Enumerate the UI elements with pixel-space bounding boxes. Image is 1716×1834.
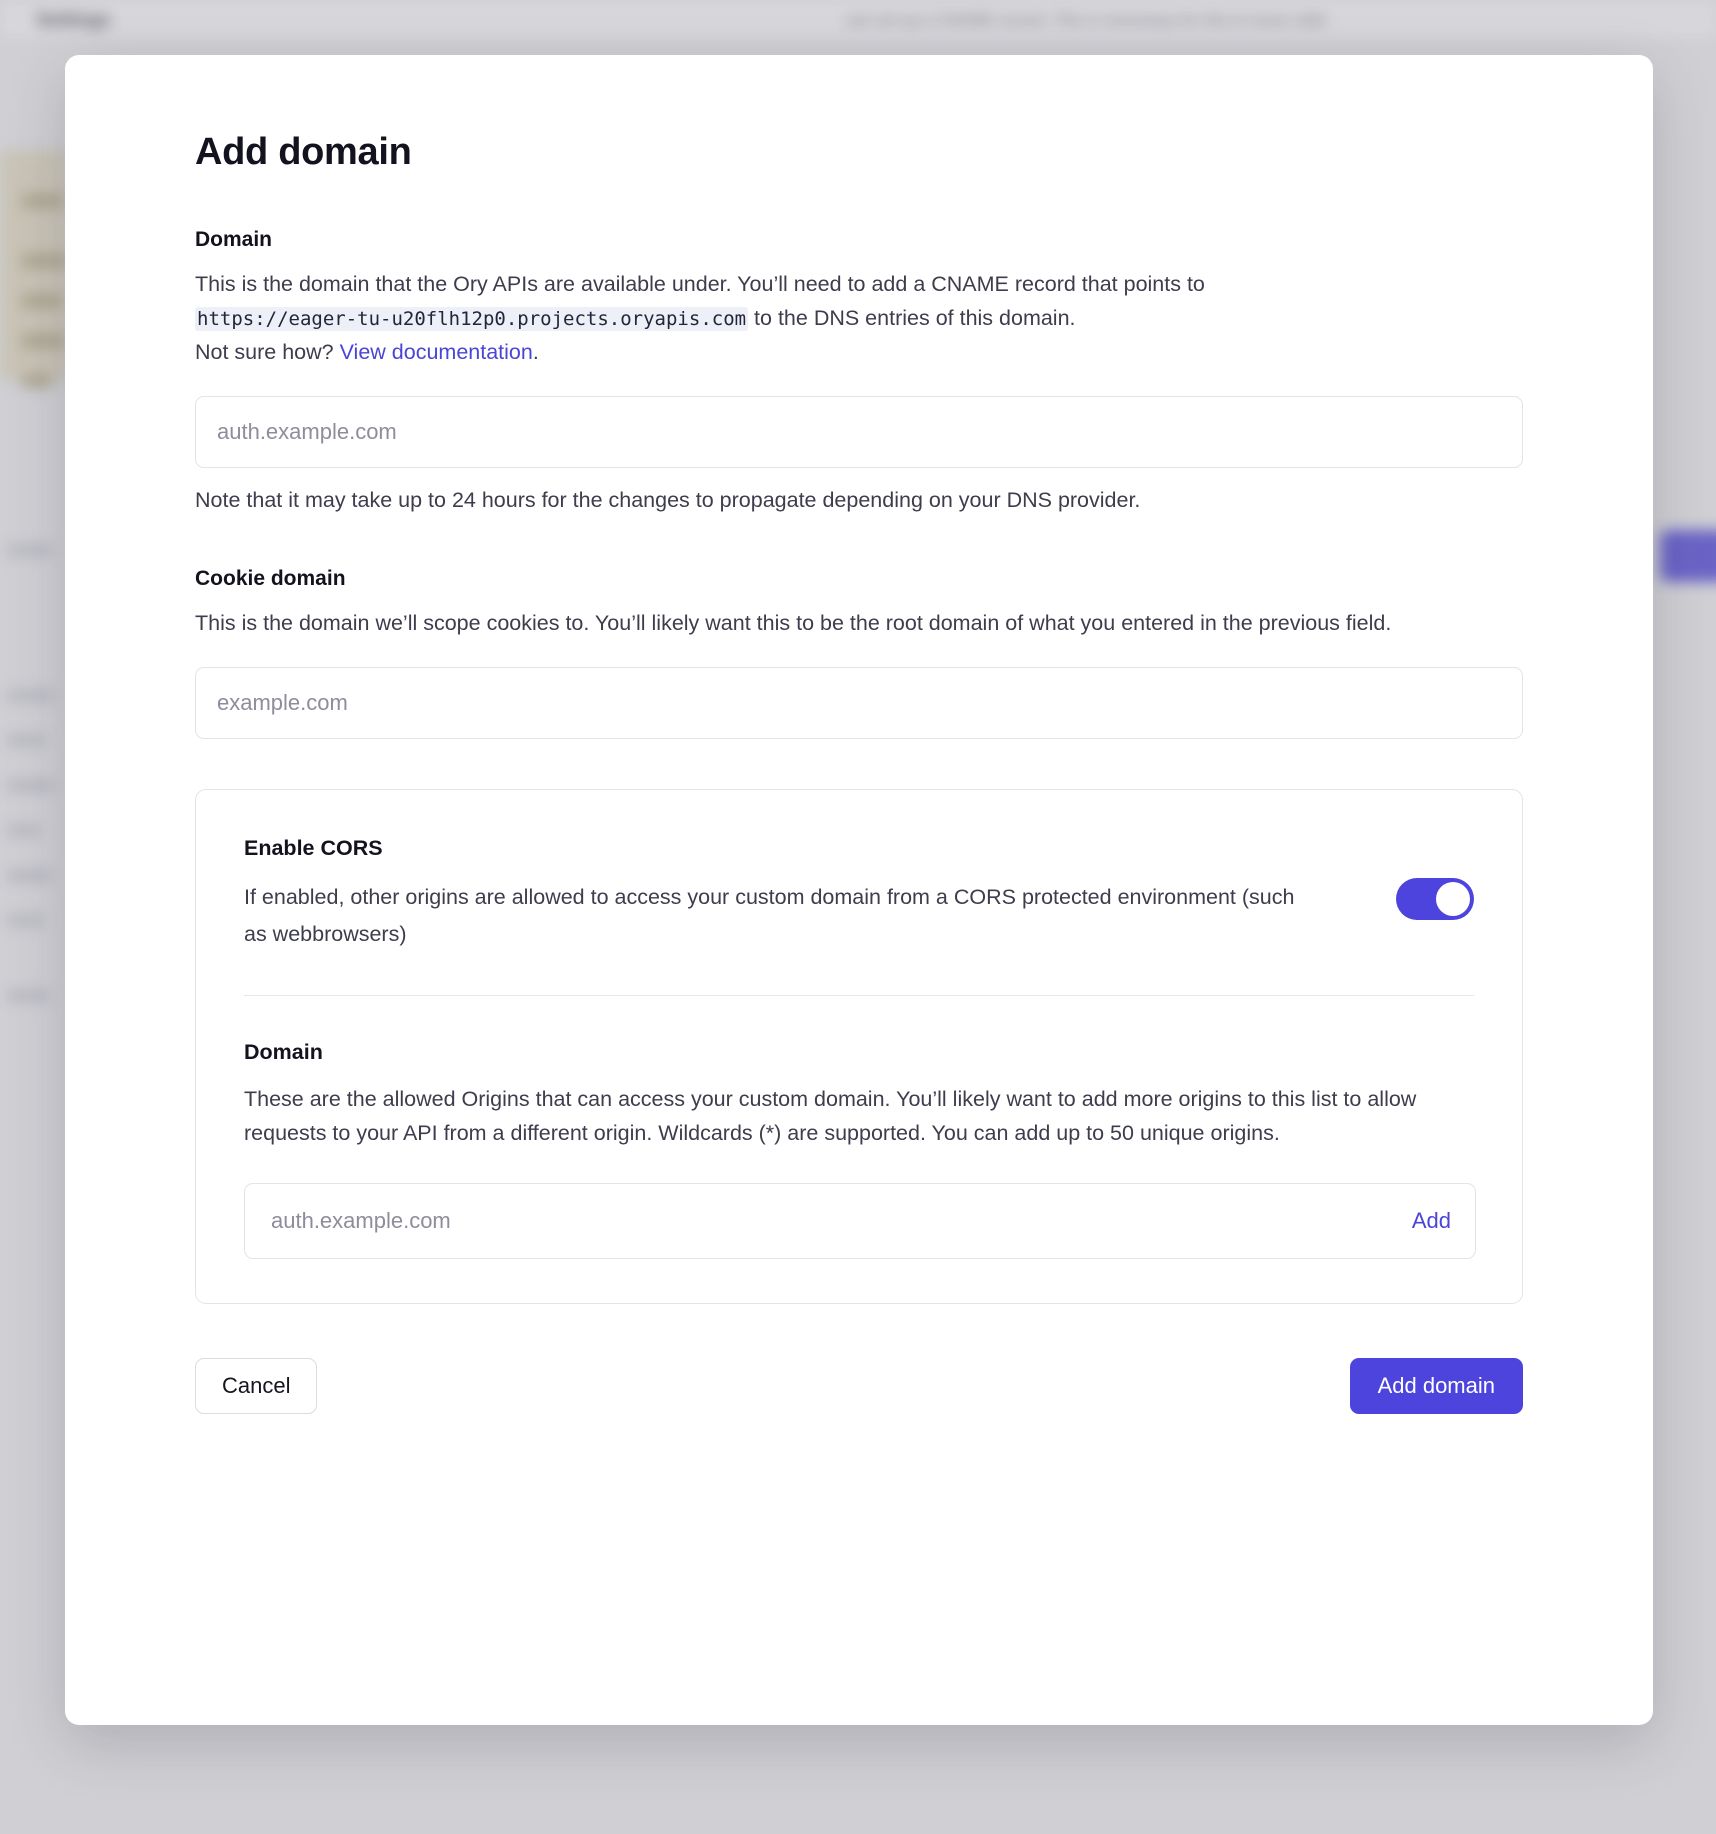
cors-divider bbox=[244, 995, 1474, 996]
add-domain-button[interactable]: Add domain bbox=[1350, 1358, 1523, 1414]
cookie-domain-input[interactable] bbox=[195, 667, 1523, 739]
cors-origins-description: These are the allowed Origins that can access your custom domain. You’ll likely want to add more origins to this list to allow requests to your API from a different origin. Wildcards (*) are supported. You can add up to 50 unique origins. bbox=[244, 1086, 1417, 1145]
cors-card bbox=[195, 789, 1523, 1304]
cancel-button[interactable]: Cancel bbox=[195, 1358, 317, 1414]
domain-field-description bbox=[195, 268, 1523, 370]
domain-description-text-after: to the DNS entries of this domain. bbox=[748, 305, 1076, 330]
cookie-domain-field-description: This is the domain we’ll scope cookies to. You’ll likely want this to be the root domain of what you entered in the previous field. bbox=[195, 610, 1392, 635]
cors-header-text bbox=[244, 836, 1360, 953]
cors-origins-label: Domain bbox=[244, 1039, 323, 1064]
modal-footer bbox=[195, 1358, 1523, 1414]
enable-cors-description: If enabled, other origins are allowed to access your custom domain from a CORS protected environment (such as webbrowsers) bbox=[244, 884, 1295, 946]
not-sure-prefix: Not sure how? bbox=[195, 339, 340, 364]
view-documentation-link[interactable]: View documentation bbox=[339, 339, 533, 364]
modal-title: Add domain bbox=[195, 131, 412, 173]
add-domain-modal bbox=[65, 55, 1653, 1725]
not-sure-suffix: . bbox=[532, 339, 539, 364]
domain-input[interactable] bbox=[195, 396, 1523, 468]
enable-cors-toggle[interactable] bbox=[1396, 878, 1474, 920]
domain-description-text-before: This is the domain that the Ory APIs are available under. You’ll need to add a CNAME record that points to bbox=[195, 272, 1205, 296]
cors-header-row bbox=[244, 836, 1474, 953]
cookie-domain-field-label: Cookie domain bbox=[195, 566, 346, 590]
background-topbar-title: Settings bbox=[36, 10, 111, 31]
background-topbar-note: can set up a CNAME record. This is necessary for this to issue valid bbox=[845, 12, 1326, 29]
enable-cors-label: Enable CORS bbox=[244, 835, 383, 860]
add-origin-button[interactable]: Add bbox=[1411, 1207, 1451, 1233]
cors-origin-row bbox=[244, 1183, 1476, 1259]
domain-field-label: Domain bbox=[195, 228, 273, 251]
cname-target-code: https://eager-tu-u20flh12p0.projects.oryapis.com bbox=[197, 307, 747, 330]
toggle-knob bbox=[1436, 882, 1470, 916]
domain-propagation-hint: Note that it may take up to 24 hours for the changes to propagate depending on your DNS provider. bbox=[195, 487, 1141, 512]
cors-origin-input[interactable] bbox=[269, 1207, 1396, 1235]
